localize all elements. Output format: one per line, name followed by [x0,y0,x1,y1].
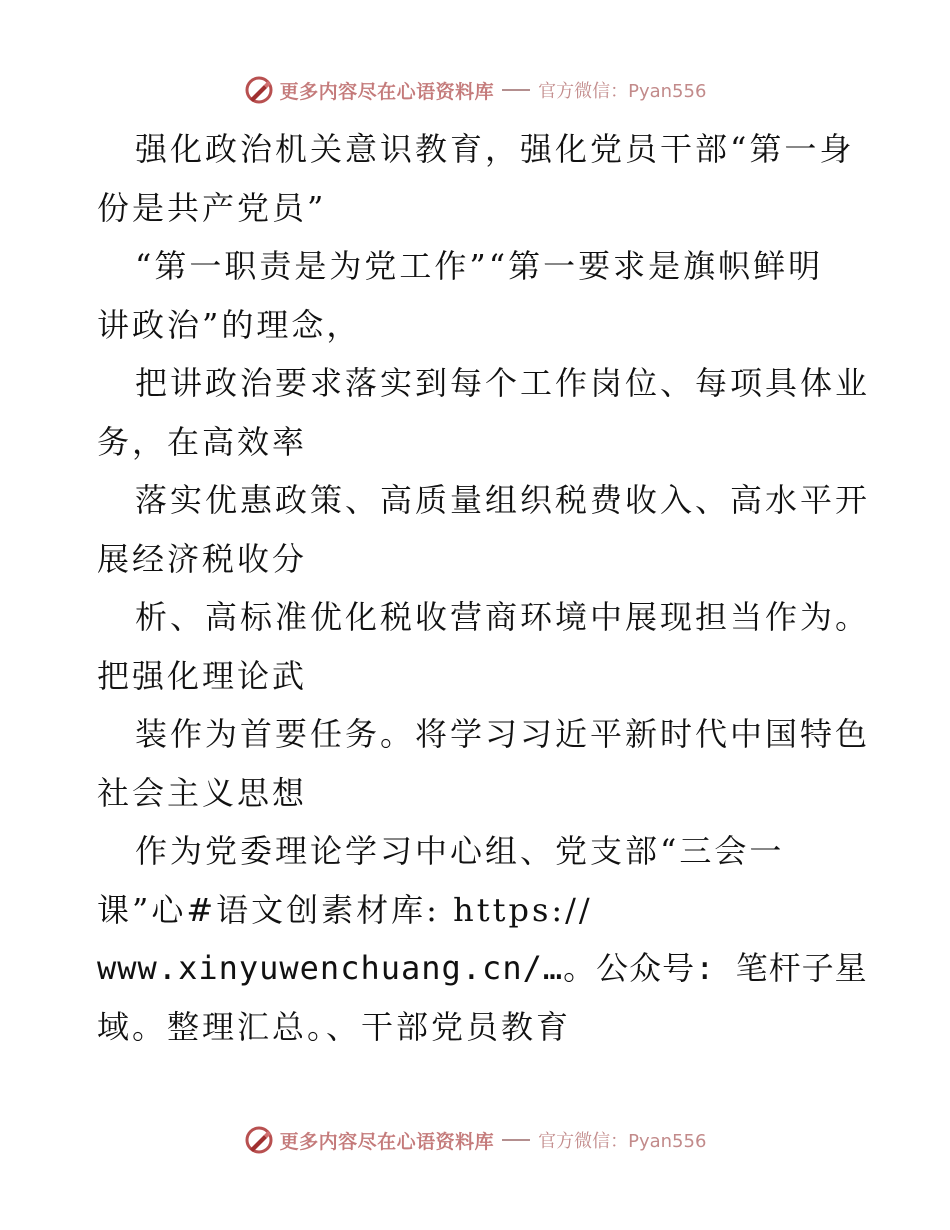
body-line: 落实优惠政策、高质量组织税费收入、高水平开 [135,481,871,519]
document-body [97,120,871,1056]
pen-logo-icon [244,75,274,105]
body-line: “第一职责是为党工作”“第一要求是旗帜鲜明 [135,247,824,285]
body-line: 域。整理汇总。、干部党员教育 [97,1007,572,1046]
pen-logo-icon [244,1125,274,1155]
header-watermark [0,70,950,110]
footer-watermark [0,1120,950,1160]
body-line: 强化政治机关意识教育，强化党员干部“第一身 [135,130,855,168]
body-line: 课”心#语文创素材库: https:// [97,890,593,929]
body-line: 把强化理论武 [97,656,308,695]
body-line: 务，在高效率 [97,422,308,461]
body-line: 作为党委理论学习中心组、党支部“三会一 [135,832,785,870]
watermark-wechat: 官方微信：Pyan556 [538,81,707,102]
watermark-divider [502,89,530,91]
watermark-divider [502,1139,530,1141]
body-line: 析、高标准优化税收营商环境中展现担当作为。 [135,598,871,636]
body-line: 讲政治”的理念， [97,305,362,344]
body-line: 装作为首要任务。将学习习近平新时代中国特色 [135,715,871,753]
watermark-text: 更多内容尽在心语资料库 [279,80,495,103]
body-line: 社会主义思想 [97,773,308,812]
body-line: 展经济税收分 [97,539,308,578]
body-line: 把讲政治要求落实到每个工作岗位、每项具体业 [135,364,871,402]
body-line: www.xinyuwenchuang.cn/…。公众号: 笔杆子星 [97,949,868,987]
watermark-text: 更多内容尽在心语资料库 [279,1130,495,1153]
watermark-wechat: 官方微信：Pyan556 [538,1131,707,1152]
body-line: 份是共产党员” [97,188,327,227]
